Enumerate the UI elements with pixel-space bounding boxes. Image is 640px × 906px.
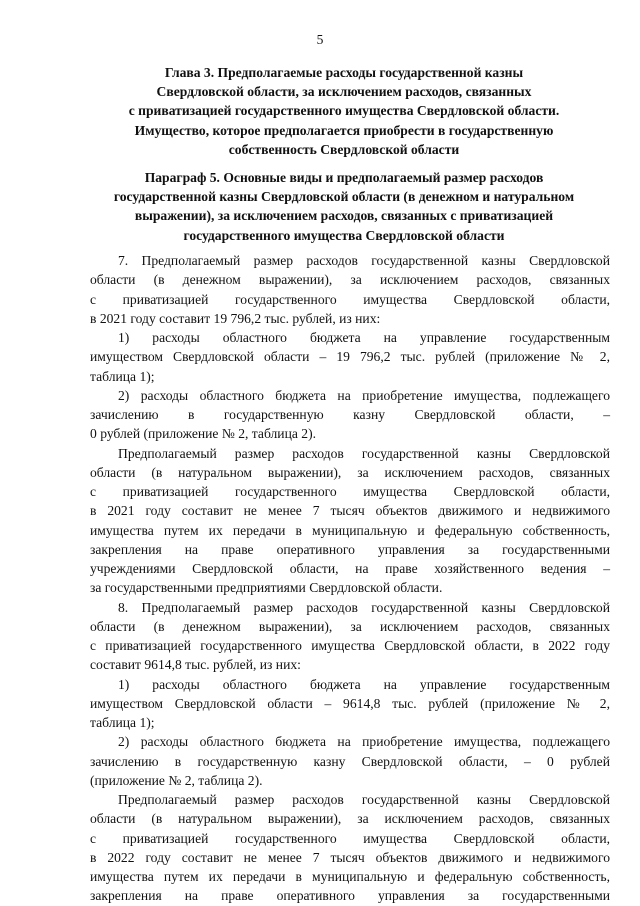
chapter-heading-line: с приватизацией государственного имущества Свердловской области. <box>128 103 560 119</box>
body-line: области (в денежном выражении), за исключением расходов, связанных <box>90 272 610 288</box>
body-line: 1) расходы областного бюджета на управление государственным <box>118 330 610 345</box>
chapter-heading-line: Глава 3. Предполагаемые расходы государственной казны <box>164 65 524 80</box>
body-paragraph <box>90 386 610 444</box>
chapter-heading-line: собственность Свердловской области <box>228 141 460 157</box>
body-line: области (в натуральном выражении), за исключением расходов, связанных <box>90 811 610 827</box>
body-line: области (в натуральном выражении), за исключением расходов, связанных <box>90 464 610 480</box>
body-line: составит 9614,8 тыс. рублей, из них: <box>90 657 301 673</box>
body-line: таблица 1); <box>90 368 155 384</box>
paragraph-heading-line: государственной казны Свердловской области (в денежном и натуральном <box>113 189 575 205</box>
body-line: с приватизацией государственного имущества Свердловской области, <box>90 291 610 307</box>
body-line: Предполагаемый размер расходов государственной казны Свердловской <box>118 445 610 461</box>
paragraph-heading-line: государственного имущества Свердловской области <box>183 227 505 243</box>
paragraph-heading <box>78 168 610 245</box>
paragraph-heading-line: Параграф 5. Основные виды и предполагаемый размер расходов <box>144 170 544 185</box>
body-line: с приватизацией государственного имущества Свердловской области, <box>90 830 610 846</box>
body-line: имуществом Свердловской области – 9614,8 тыс. рублей (приложение № 2, <box>90 695 610 711</box>
body-paragraph <box>90 444 610 598</box>
body-line: имуществом Свердловской области – 19 796,2 тыс. рублей (приложение № 2, <box>90 349 610 365</box>
body-line: 0 рублей (приложение № 2, таблица 2). <box>90 426 317 442</box>
body-line: зачислению в государственную казну Свердловской области, – <box>90 407 610 422</box>
chapter-heading <box>78 63 610 159</box>
body-line: в 2021 году составит не менее 7 тысяч объектов движимого и недвижимого <box>90 503 610 519</box>
body-line: зачислению в государственную казну Свердловской области, – 0 рублей <box>90 753 610 769</box>
paragraph-heading-line: выражении), за исключением расходов, связанных с приватизацией <box>134 208 554 224</box>
body-line: за государственными предприятиями Свердловской области. <box>90 580 443 596</box>
body-line: области (в денежном выражении), за исключением расходов, связанных <box>90 618 610 634</box>
chapter-heading-line: Свердловской области, за исключением расходов, связанных <box>156 84 532 100</box>
body-line: с приватизацией государственного имущества Свердловской области, в 2022 году <box>90 638 610 653</box>
body-line: закрепления на праве оперативного управления за государственными <box>90 888 610 904</box>
body-line: в 2021 году составит 19 796,2 тыс. рублей, из них: <box>90 310 381 326</box>
body-line: (приложение № 2, таблица 2). <box>90 772 263 788</box>
body-paragraph <box>90 675 610 733</box>
body-line: закрепления на праве оперативного управления за государственными <box>90 541 610 557</box>
body-line: имущества путем их передачи в муниципальную и федеральную собственность, <box>90 869 610 884</box>
body-line: в 2022 году составит не менее 7 тысяч объектов движимого и недвижимого <box>90 849 610 865</box>
body-paragraph <box>90 251 610 328</box>
body-line: 7. Предполагаемый размер расходов государственной казны Свердловской <box>118 253 610 268</box>
body-line: 2) расходы областного бюджета на приобретение имущества, подлежащего <box>118 387 610 403</box>
body-paragraph <box>90 598 610 675</box>
body-line: имущества путем их передачи в муниципальную и федеральную собственность, <box>90 522 610 538</box>
body-paragraph <box>90 732 610 790</box>
body-line: 8. Предполагаемый размер расходов государственной казны Свердловской <box>118 599 610 615</box>
chapter-heading-line: Имущество, которое предполагается приобрести в государственную <box>134 122 554 138</box>
body-paragraph <box>90 790 610 906</box>
body-text <box>90 251 610 906</box>
page-number: 5 <box>316 32 324 47</box>
body-line: с приватизацией государственного имущества Свердловской области, <box>90 484 610 499</box>
body-line: 2) расходы областного бюджета на приобретение имущества, подлежащего <box>118 734 610 750</box>
body-line: Предполагаемый размер расходов государственной казны Свердловской <box>118 792 610 807</box>
body-paragraph <box>90 328 610 386</box>
body-line: учреждениями Свердловской области, на праве хозяйственного ведения – <box>90 561 610 576</box>
body-line: таблица 1); <box>90 715 155 730</box>
body-line: 1) расходы областного бюджета на управление государственным <box>118 676 610 692</box>
